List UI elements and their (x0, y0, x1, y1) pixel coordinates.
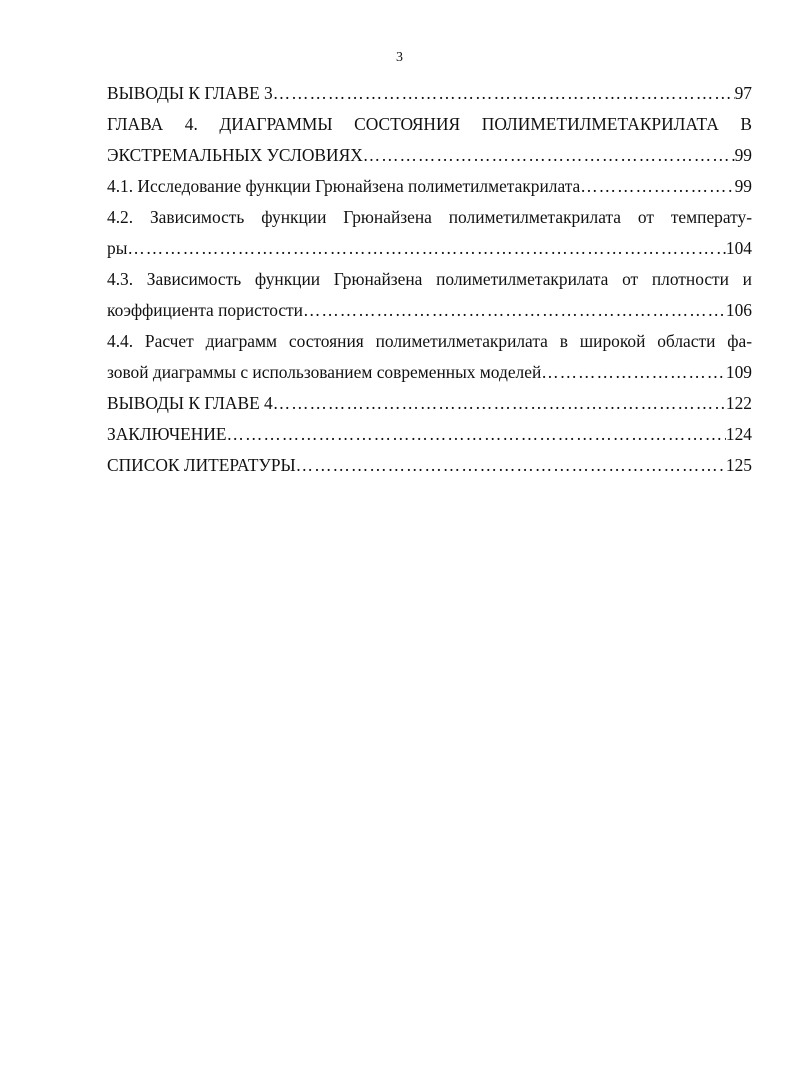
toc-entry-conclusions-chapter-3 (107, 78, 752, 109)
toc-entry-bibliography (107, 450, 752, 481)
toc-entry-conclusion (107, 419, 752, 450)
toc-entry-page: 104 (725, 238, 752, 258)
dot-leader (363, 140, 735, 171)
toc-entry-title: зовой диаграммы с использованием современных моделей (107, 362, 542, 382)
dot-leader (296, 450, 726, 481)
toc-entry-section-4-2 (107, 233, 752, 264)
toc-entry-page: 109 (725, 362, 752, 382)
toc-entry-title: ВЫВОДЫ К ГЛАВЕ 3 (107, 83, 273, 103)
toc-entry-page: 97 (734, 83, 752, 103)
dot-leader (127, 233, 726, 264)
toc-entry-page: 99 (734, 145, 752, 165)
toc-entry-section-4-2-line1: 4.2. Зависимость функции Грюнайзена полиметилметакрилата от температу- (107, 207, 752, 227)
toc-entry-page: 122 (725, 393, 752, 413)
dot-leader (580, 171, 734, 202)
dot-leader (303, 295, 726, 326)
toc-entry-title: ЭКСТРЕМАЛЬНЫХ УСЛОВИЯХ (107, 145, 363, 165)
toc-entry-page: 99 (734, 176, 752, 196)
toc-entry-title: ры (107, 238, 128, 258)
toc-entry-section-4-4-line1: 4.4. Расчет диаграмм состояния полиметилметакрилата в широкой области фа- (107, 331, 752, 351)
dot-leader (273, 78, 735, 109)
toc-entry-section-4-3-line1: 4.3. Зависимость функции Грюнайзена полиметилметакрилата от плотности и (107, 269, 752, 289)
toc-entry-title: коэффициента пористости (107, 300, 303, 320)
toc-entry-conclusions-chapter-4 (107, 388, 752, 419)
toc-entry-page: 124 (725, 424, 752, 444)
toc-entry-chapter-4 (107, 140, 752, 171)
toc-entry-page: 106 (725, 300, 752, 320)
table-of-contents (107, 78, 752, 481)
dot-leader (227, 419, 726, 450)
toc-entry-section-4-3 (107, 295, 752, 326)
dot-leader (273, 388, 726, 419)
toc-entry-page: 125 (725, 455, 752, 475)
toc-entry-section-4-1 (107, 171, 752, 202)
dot-leader (541, 357, 726, 388)
toc-entry-title: 4.1. Исследование функции Грюнайзена полиметилметакрилата (107, 176, 581, 196)
toc-entry-title: СПИСОК ЛИТЕРАТУРЫ (107, 455, 296, 475)
page-number: 3 (396, 50, 403, 65)
toc-entry-section-4-4 (107, 357, 752, 388)
toc-entry-chapter-4-title-line1: ГЛАВА 4. ДИАГРАММЫ СОСТОЯНИЯ ПОЛИМЕТИЛМЕТАКРИЛАТА В (107, 114, 752, 134)
toc-entry-title: ЗАКЛЮЧЕНИЕ (107, 424, 227, 444)
toc-entry-title: ВЫВОДЫ К ГЛАВЕ 4 (107, 393, 273, 413)
